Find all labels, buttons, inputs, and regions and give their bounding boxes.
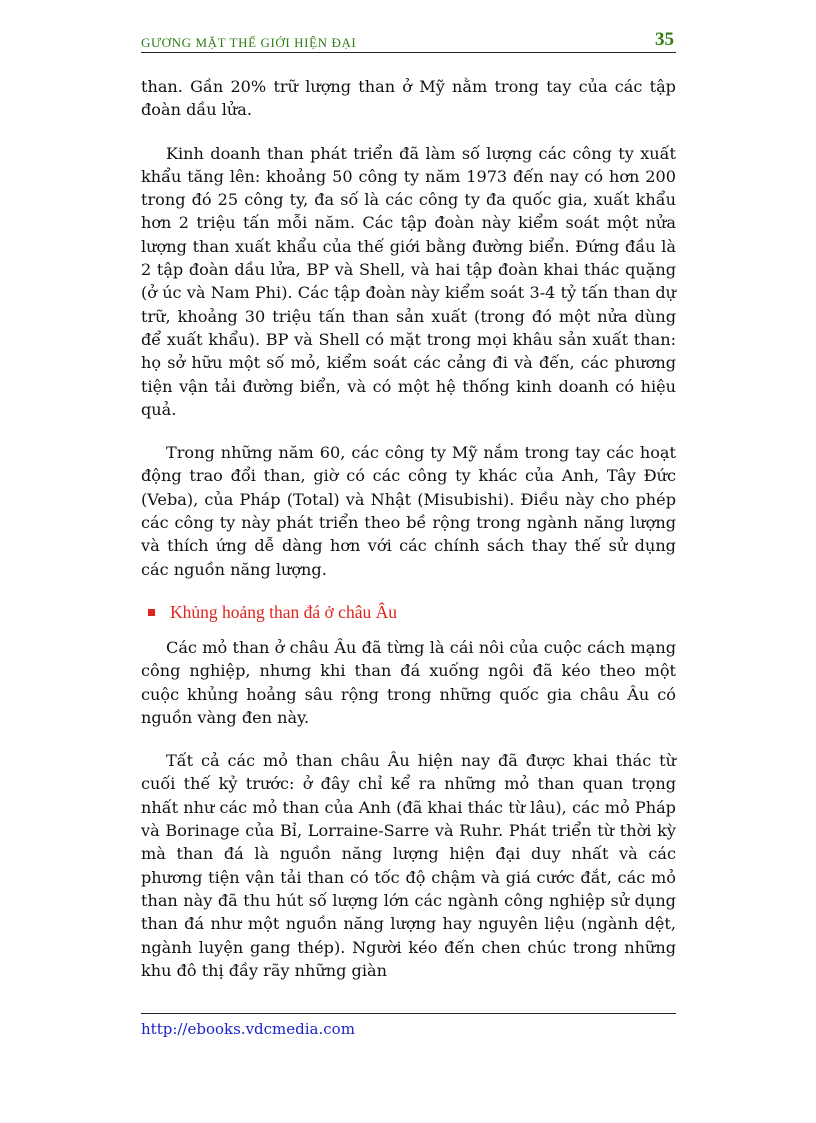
page-header: [141, 26, 676, 53]
running-title: GƯƠNG MẶT THẾ GIỚI HIỆN ĐẠI: [141, 35, 357, 50]
paragraph: Trong những năm 60, các công ty Mỹ nắm trong tay các hoạt động trao đổi than, giờ có các công ty khác của Anh, Tây Đức (Veba), của Pháp (Total) và Nhật (Misubishi). Điều này cho phép các công ty này phát triển theo bề rộng trong ngành năng lượng và thích ứng dễ dàng hơn với các chính sách thay thế sử dụng các nguồn năng lượng.: [141, 443, 676, 579]
footer-link[interactable]: http://ebooks.vdcmedia.com: [141, 1020, 355, 1038]
page-number: 35: [655, 29, 674, 50]
page-body: [141, 75, 676, 1002]
section-heading-text: Khủng hoảng than đá ở châu Âu: [170, 601, 397, 622]
paragraph: Kinh doanh than phát triển đã làm số lượng các công ty xuất khẩu tăng lên: khoảng 50 công ty năm 1973 đến nay có hơn 200 trong đó 25 công ty, đa số là các công ty đa quốc gia, xuất khẩu hơn 2 triệu tấn mỗi năm. Các tập đoàn này kiểm soát một nửa lượng than xuất khẩu của thế giới bằng đường biển. Đứng đầu là 2 tập đoàn dầu lửa, BP và Shell, và hai tập đoàn khai thác quặng (ở úc và Nam Phi). Các tập đoàn này kiểm soát 3-4 tỷ tấn than dự trữ, khoảng 30 triệu tấn than sản xuất (trong đó một nửa dùng để xuất khẩu). BP và Shell có mặt trong mọi khâu sản xuất than: họ sở hữu một số mỏ, kiểm soát các cảng đi và đến, các phương tiện vận tải đường biển, và có một hệ thống kinh doanh có hiệu quả.: [141, 143, 676, 419]
square-bullet-icon: [148, 609, 155, 616]
paragraph: Các mỏ than ở châu Âu đã từng là cái nôi của cuộc cách mạng công nghiệp, nhưng khi than đá xuống ngôi đã kéo theo một cuộc khủng hoảng sâu rộng trong những quốc gia châu Âu có nguồn vàng đen này.: [141, 637, 676, 727]
paragraph: Tất cả các mỏ than châu Âu hiện nay đã được khai thác từ cuối thế kỷ trước: ở đây chỉ kể ra những mỏ than quan trọng nhất như các mỏ than của Anh (đã khai thác từ lâu), các mỏ Pháp và Borinage của Bỉ, Lorraine-Sarre và Ruhr. Phát triển từ thời kỳ mà than đá là nguồn năng lượng hiện đại duy nhất và các phương tiện vận tải than có tốc độ chậm và giá cước đắt, các mỏ than này đã thu hút số lượng lớn các ngành công nghiệp sử dụng than đá như một nguồn năng lượng hay nguyên liệu (ngành dệt, ngành luyện gang thép). Người kéo đến chen chúc trong những khu đô thị đầy rãy những giàn: [141, 751, 676, 980]
section-heading: [148, 601, 676, 624]
page-footer: [141, 1013, 676, 1038]
paragraph-continued: than. Gần 20% trữ lượng than ở Mỹ nằm trong tay của các tập đoàn dầu lửa.: [141, 77, 676, 120]
